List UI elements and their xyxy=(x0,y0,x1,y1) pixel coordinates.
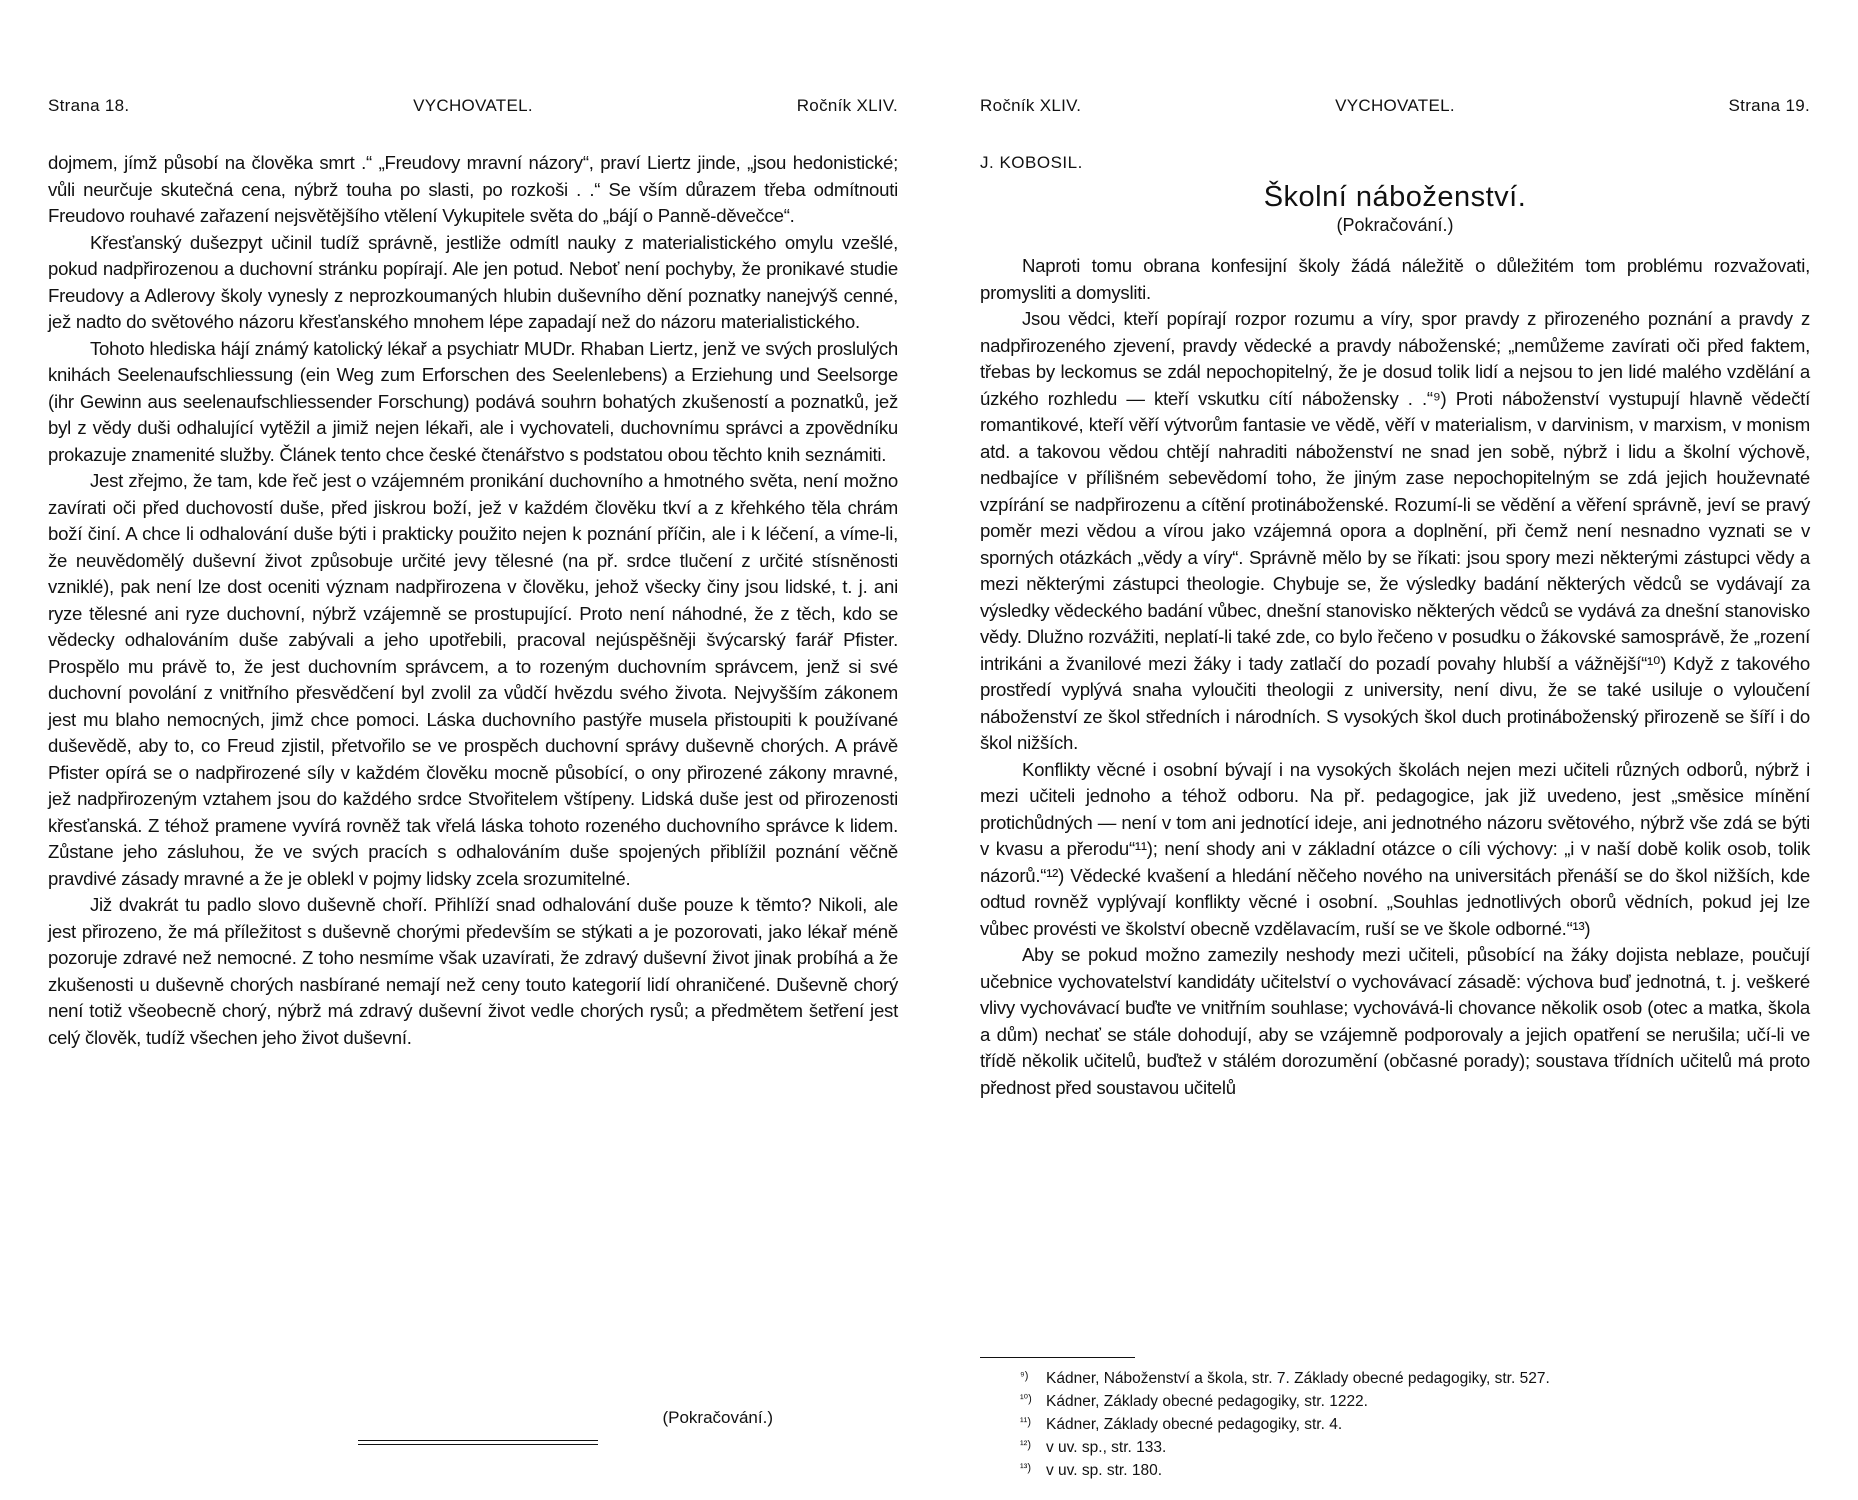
footnote-text: Kádner, Náboženství a škola, str. 7. Základy obecné pedagogiky, str. 527. xyxy=(1046,1370,1550,1387)
right-page xyxy=(980,0,1810,1500)
paragraph: Křesťanský dušezpyt učinil tudíž správně, jestliže odmítl nauky z materialistického omylu vzešlé, pokud nadpřirozenou a duchovní stránku popírají. Ale jen potud. Neboť není pochyby, že pronikavé studie Freudovy a Adlerovy školy vynesly z neprozkoumaných hlubin duševního dění poznatky nanejvýš cenné, jež nadto do světového názoru křesťanského mnohem lépe zapadají než do názoru materialistického. xyxy=(48,231,898,332)
paragraph: Již dvakrát tu padlo slovo duševně choří. Přihlíží snad odhalování duše pouze k těmto? Nikoli, ale jest přirozeno, že má příležitost s duševně chorými především se stýkati a je pozorovati, jako lékař méně pozoruje zdravé než nemocné. Z toho nesmíme však uzavírati, že zdravý duševní život jinak probíhá a že zkušenosti u duševně chorých nasbírané nemají než ceny touto kategorií lidí ohraničené. Duševně chorý není totiž všeobecně chorý, nýbrž má zdravý duševní život vedle chorých rysů; a předmětem šetření jest celý člověk, tudíž všechen jeho život duševní. xyxy=(48,894,898,1048)
footnote xyxy=(1020,1412,1810,1435)
periodical-name: VYCHOVATEL. xyxy=(1335,96,1455,115)
running-header xyxy=(980,96,1810,126)
footnote-text: Kádner, Základy obecné pedagogiky, str. 4. xyxy=(1046,1416,1343,1433)
footnote xyxy=(1020,1366,1810,1389)
footnote-text: v uv. sp., str. 133. xyxy=(1046,1439,1167,1456)
left-body-text xyxy=(48,150,898,1051)
right-body-text xyxy=(980,253,1810,1101)
footnote-mark: ¹²) xyxy=(1020,1439,1031,1451)
page-number: Strana 18. xyxy=(48,96,130,115)
end-double-rule xyxy=(358,1440,598,1445)
footnote-rule xyxy=(980,1357,1135,1358)
article-title: Školní náboženství. xyxy=(1263,181,1527,213)
footnotes xyxy=(1020,1366,1810,1481)
page-number: Strana 19. xyxy=(1728,96,1810,115)
footnote-mark: ¹³) xyxy=(1020,1462,1031,1474)
paragraph: dojmem, jímž působí na člověka smrt .“ „Freudovy mravní názory“, praví Liertz jinde, „jsou hedonistické; vůli neurčuje skutečná cena, nýbrž touha po slasti, po rozkoši . .“ Se vším důrazem třeba odmítnouti Freudovo rouhavé zařazení nejsvětějšího vtělení Vykupitele světa do „bájí o Panně-děvečce“. xyxy=(48,152,898,226)
footnote xyxy=(1020,1389,1810,1412)
footnote-text: Kádner, Základy obecné pedagogiky, str. 1222. xyxy=(1046,1393,1368,1410)
paragraph: Konflikty věcné i osobní bývají i na vysokých školách nejen mezi učiteli různých odborů, nýbrž i mezi učiteli jednoho a téhož odboru. Na př. pedagogice, jak již uvedeno, jest „směsice mínění protichůdných — není v tom ani jednotící ideje, ani jednotného názoru světového, nýbrž vše zdá se býti v kvasu a přerodu“¹¹); není shody ani v základní otázce o cíli výchovy: „i v naší době kolik osob, tolik názorů.“¹²) Vědecké kvašení a hledání něčeho nového na universitách přenáší se do škol nižších, kde odtud rovněž vyplývají konflikty věcné i osobní. „Souhlas jednotlivých oborů vědních, pokud jej lze vůbec provésti ve školství obecně vzdělavacím, ruší se ve škole odborné.“¹³) xyxy=(980,758,1810,939)
footnote-mark: ⁹) xyxy=(1020,1370,1029,1382)
paragraph: Jsou vědci, kteří popírají rozpor rozumu a víry, spor pravdy z přirozeného poznání a pravdy z nadpřirozeného zjevení, pravdy vědecké a pravdy náboženské; „nemůžeme zavírati oči před faktem, třebas by leckomus se zdál nepochopitelný, že je dosud tolik lidí a nejsou to jen lidé malého vzdělání a úzkého rozhledu — kteří vskutku cítí nábožensky . .“⁹) Proti náboženství vystupují hlavně vědečtí romantikové, kteří věří výtvorům fantasie ve vědě, věří v materialism, v darvinism, v marxism, v monism atd. a takovou vědou chtějí nahraditi náboženství ne snad jen sobě, nýbrž i lidu a školní výchově, nedbajíce v přílišném sebevědomí toho, že jiným zase nepochopitelným se zdá jejich houževnaté vzpírání se nadpřirozenu a cítění protináboženské. Rozumí-li se vědění a věření správně, jeví se pravý poměr mezi vědou a vírou jako vzájemná opora a doplnění, při čemž není nesnadno vyznati se v sporných otázkách „vědy a víry“. Správně mělo by se říkati: jsou spory mezi některými zástupci vědy a mezi některými zástupci theologie. Chybuje se, že výsledky badání některých vědců se vydávají za výsledky vědeckého badání vůbec, dnešní stanovisko některých vědců se vydává za dnešní stanovisko vědy. Dlužno rozvážiti, neplatí-li také zde, co bylo řečeno v posudku o žákovské samosprávě, že „rození intrikáni a žvanilové mezi žáky i tady zatlačí do pozadí povahy hlubší a vážnější“¹⁰) Když z takového prostředí vyplývá snaha vyloučiti theologii z university, není divu, že se také usiluje o vyloučení náboženství ze škol středních i národních. S vysokých škol duch protináboženský přirozeně se šíří i do škol nižších. xyxy=(980,308,1810,753)
paragraph: Tohoto hlediska hájí známý katolický lékař a psychiatr MUDr. Rhaban Liertz, jenž ve svých proslulých knihách Seelenaufschliessung (ein Weg zum Erforschen des Seelenlebens) a Erziehung und Seelsorge (ihr Gewinn aus seelenaufschliessender Forschung) podává souhrn bohatých zkušeností a poznatků, jež byl z vědy duši odhalující vytěžil a jimiž nejen lékaři, ale i vychovateli, duchovnímu správci a zpovědníku prokazuje znamenité služby. Článek tento chce české čtenářstvo s podstatou obou těchto knih seznámiti. xyxy=(48,337,898,465)
volume-label: Ročník XLIV. xyxy=(796,96,898,115)
continued-note: (Pokračování.) xyxy=(662,1408,773,1427)
article-author: J. KOBOSIL. xyxy=(980,153,1083,172)
left-page xyxy=(48,0,898,1500)
footnote xyxy=(1020,1458,1810,1481)
article-subtitle: (Pokračování.) xyxy=(1336,215,1454,235)
running-header xyxy=(48,96,898,126)
paragraph: Naproti tomu obrana konfesijní školy žádá náležitě o důležitém tom problému rozvažovati, promysliti a domysliti. xyxy=(980,255,1810,303)
footnote xyxy=(1020,1435,1810,1458)
periodical-name: VYCHOVATEL. xyxy=(413,96,533,115)
paragraph: Jest zřejmo, že tam, kde řeč jest o vzájemném pronikání duchovního a hmotného světa, není možno zavírati oči před duchovostí duše, před jiskrou boží, jež v každém člověku tkví a z křehkého těla chrám boží činí. A chce li odhalování duše býti i prakticky použito nejen k poznání příčin, ale i k léčení, a víme-li, že neuvědomělý duševní život způsobuje určité jevy tělesné (na př. srdce tlučení z určité stísněnosti vzniklé), pak není lze dost oceniti význam nadpřirozena v člověku, jehož všecky činy jsou lidské, t. j. ani ryze tělesné ani ryze duchovní, nýbrž vzájemně se prostupující. Proto není náhodné, že z těch, kdo se vědecky odhalováním duše zabývali a jeho upotřebili, pracoval nejúspěšněji švýcarský farář Pfister. Prospělo mu právě to, že jest duchovním správcem, a to rozeným duchovním správcem, jenž si své duchovní povolání z vnitřního přesvědčení byl zvolil za vůdčí hvězdu svého života. Nejvyšším zákonem jest mu blaho nemocných, jimž chce pomoci. Láska duchovního pastýře musela přistoupiti k používané duševědě, aby to, co Freud zjistil, přetvořilo se ve prospěch duchovní správy duševně chorých. A právě Pfister opírá se o nadpřirozené síly v každém člověku mocně působící, o ony přirozené zákony mravné, jež nadpřirozeným vztahem jsou do každého srdce Stvořitelem vštípeny. Lidská duše jest od přirozenosti křesťanská. Z téhož pramene vyvírá rovněž tak vřelá láska tohoto rozeného duchovního správce k lidem. Zůstane jeho zásluhou, že ve svých pracích s odhalováním duše spojených přiblížil poznání věčně pravdivé zásady mravné a že je oblekl v pojmy lidsky zcela srozumitelné. xyxy=(48,470,898,889)
footnote-mark: ¹¹) xyxy=(1020,1416,1031,1428)
footnote-mark: ¹⁰) xyxy=(1020,1393,1032,1405)
volume-label: Ročník XLIV. xyxy=(980,96,1082,115)
paragraph: Aby se pokud možno zamezily neshody mezi učiteli, působící na žáky dojista neblaze, poučují učebnice vychovatelství kandidáty učitelství o vychovávací zásadě: výchova buď jednotná, t. j. veškeré vlivy vychovávací buďte ve vnitřním souhlase; vychovává-li chovance několik osob (otec a matka, škola a dům) nechať se stále dohodují, aby se vzájemně podporovaly a jejich opatření se nerušila; učí-li ve třídě několik učitelů, buďtež v stálém dorozumění (občasné porady); soustava třídních učitelů má proto přednost před soustavou učitelů xyxy=(980,944,1810,1098)
footnote-text: v uv. sp. str. 180. xyxy=(1046,1462,1163,1479)
